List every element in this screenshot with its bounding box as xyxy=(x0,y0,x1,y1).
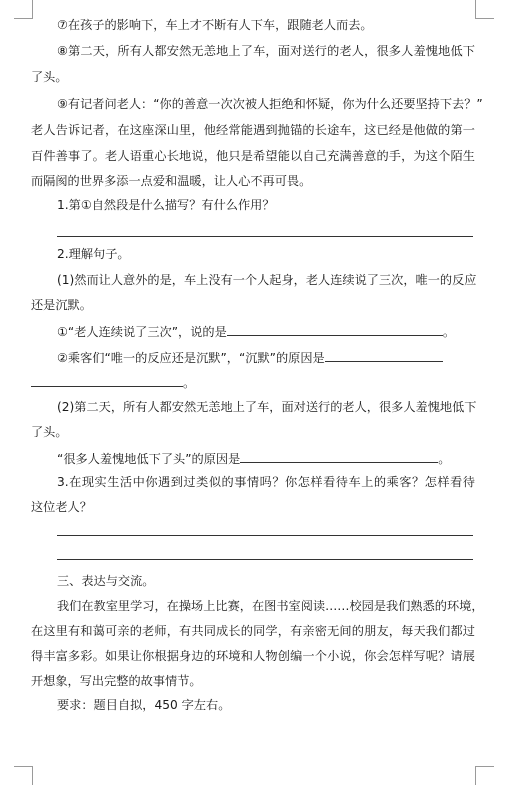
crop-mark-top-left xyxy=(14,0,33,19)
question-2-1-a xyxy=(57,322,475,341)
question-1: 1.第①自然段是什么描写？有什么作用？ xyxy=(57,198,275,212)
paragraph-8-line-1: ⑧第二天，所有人都安然无恙地上了车，面对送行的老人，很多人羞愧地低下 xyxy=(57,44,475,58)
writing-prompt-line-3: 得丰富多彩。如果让你根据身边的环境和人物创编一个小说，你会怎样写呢？请展 xyxy=(31,649,475,663)
answer-blank-2-1-b-part-1[interactable] xyxy=(325,348,443,362)
question-2-2-line-2: 了头。 xyxy=(31,425,68,439)
paragraph-7: ⑦在孩子的影响下，车上才不断有人下车，跟随老人而去。 xyxy=(57,18,373,32)
writing-requirement: 要求：题目自拟，450 字左右。 xyxy=(57,698,231,712)
question-2-1-b-prompt: ②乘客们“唯一的反应还是沉默”，“沉默”的原因是 xyxy=(57,351,325,365)
question-2-1-b xyxy=(57,348,475,367)
answer-line-q3-1[interactable] xyxy=(57,535,473,536)
crop-mark-top-right xyxy=(475,0,494,19)
question-2-2-a-end: 。 xyxy=(438,452,451,466)
question-2-1-line-2: 还是沉默。 xyxy=(31,298,92,312)
crop-mark-bottom-right xyxy=(475,766,494,785)
question-2: 2.理解句子。 xyxy=(57,247,130,261)
question-2-2-line-1: (2)第二天，所有人都安然无恙地上了车，面对送行的老人，很多人羞愧地低下 xyxy=(57,400,477,414)
section-3-heading: 三、表达与交流。 xyxy=(57,574,155,588)
question-3-line-1: 3.在现实生活中你遇到过类似的事情吗？你怎样看待车上的乘客？怎样看待 xyxy=(57,475,475,489)
paragraph-9-line-4: 而隔阂的世界多添一点爱和温暖，让人心不再可畏。 xyxy=(31,174,312,188)
question-2-1-b-cont xyxy=(31,373,475,392)
question-3-line-2: 这位老人？ xyxy=(31,500,92,514)
writing-prompt-line-2: 在这里有和蔼可亲的老师，有共同成长的同学，有亲密无间的朋友，每天我们都过 xyxy=(31,624,475,638)
answer-line-q3-2[interactable] xyxy=(57,559,473,560)
question-2-1-a-prompt: ①“老人连续说了三次”，说的是 xyxy=(57,325,227,339)
writing-prompt-line-4: 开想象，写出完整的故事情节。 xyxy=(31,674,202,688)
paragraph-9-line-3: 百件善事了。老人语重心长地说，他只是希望能以自己充满善意的手，为这个陌生 xyxy=(31,149,475,163)
answer-line-q1[interactable] xyxy=(57,236,473,237)
paragraph-9-line-1: ⑨有记者问老人：“你的善意一次次被人拒绝和怀疑，你为什么还要坚持下去？” xyxy=(57,97,483,111)
question-2-1-b-end: 。 xyxy=(183,376,196,390)
answer-blank-2-2[interactable] xyxy=(240,449,438,463)
question-2-1-line-1: (1)然而让人意外的是，车上没有一个人起身，老人连续说了三次，唯一的反应 xyxy=(57,273,477,287)
question-2-2-a-prompt: “很多人羞愧地低下了头”的原因是 xyxy=(57,452,241,466)
crop-mark-bottom-left xyxy=(14,766,33,785)
paragraph-8-line-2: 了头。 xyxy=(31,70,68,84)
answer-blank-2-1-b-part-2[interactable] xyxy=(31,373,183,387)
question-2-1-a-end: 。 xyxy=(442,325,455,339)
answer-blank-2-1-a[interactable] xyxy=(227,322,443,336)
writing-prompt-line-1: 我们在教室里学习，在操场上比赛，在图书室阅读……校园是我们熟悉的环境， xyxy=(57,599,484,613)
question-2-2-a xyxy=(57,449,475,468)
paragraph-9-line-2: 老人告诉记者，在这座深山里，他经常能遇到抛锚的长途车，这已经是他做的第一 xyxy=(31,123,475,137)
